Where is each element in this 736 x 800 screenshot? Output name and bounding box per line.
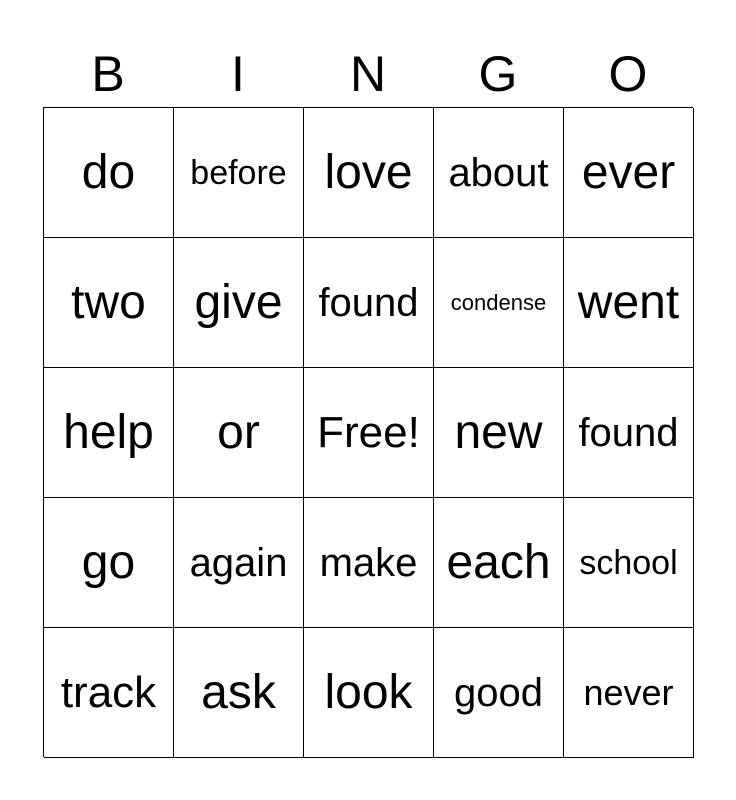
bingo-cell[interactable] — [174, 368, 304, 498]
bingo-cell[interactable] — [434, 368, 564, 498]
cell-word: or — [217, 405, 260, 459]
bingo-cell[interactable] — [44, 368, 174, 498]
bingo-cell[interactable] — [564, 368, 694, 498]
cell-word: ask — [201, 665, 276, 719]
cell-word: new — [454, 405, 543, 459]
bingo-cell[interactable] — [434, 108, 564, 238]
bingo-cell[interactable] — [174, 238, 304, 368]
cell-word: about — [448, 150, 549, 195]
cell-word: school — [579, 543, 678, 582]
cell-word: go — [81, 535, 136, 589]
header-letter-n: N — [349, 46, 387, 102]
cell-word: track — [60, 667, 157, 717]
cell-word: good — [454, 670, 543, 715]
bingo-cell[interactable] — [44, 628, 174, 758]
cell-word: never — [583, 671, 674, 713]
cell-word: ever — [581, 145, 676, 199]
bingo-cell[interactable] — [174, 108, 304, 238]
bingo-cell[interactable] — [564, 498, 694, 628]
bingo-cell[interactable] — [434, 238, 564, 368]
cell-word: found — [578, 410, 679, 455]
bingo-cell[interactable] — [174, 628, 304, 758]
bingo-cell[interactable] — [174, 498, 304, 628]
cell-word: before — [190, 153, 287, 192]
cell-word: again — [189, 540, 288, 585]
cell-word: love — [324, 145, 413, 199]
bingo-cell[interactable] — [434, 628, 564, 758]
bingo-cell[interactable] — [304, 238, 434, 368]
cell-word: help — [63, 405, 154, 459]
cell-word: look — [324, 665, 413, 719]
cell-word: do — [81, 145, 136, 199]
free-space-label: Free! — [317, 407, 420, 457]
bingo-cell[interactable] — [564, 238, 694, 368]
bingo-cell[interactable] — [44, 108, 174, 238]
header-letter-g: G — [478, 46, 518, 102]
header-letter-o: O — [608, 46, 648, 102]
bingo-cell[interactable] — [434, 498, 564, 628]
cell-word: make — [319, 540, 418, 585]
cell-word: went — [577, 275, 680, 329]
cell-word: two — [71, 275, 146, 329]
cell-word: condense — [450, 289, 547, 315]
bingo-cell[interactable] — [564, 628, 694, 758]
bingo-cell[interactable] — [304, 628, 434, 758]
bingo-cell[interactable] — [564, 108, 694, 238]
free-space-cell[interactable] — [304, 368, 434, 498]
bingo-cell[interactable] — [304, 498, 434, 628]
bingo-header — [43, 40, 693, 108]
bingo-board — [43, 107, 693, 757]
cell-word: found — [318, 280, 419, 325]
cell-word: each — [446, 535, 551, 589]
header-letter-b: B — [91, 46, 125, 102]
header-letter-i: I — [231, 46, 245, 102]
cell-word: give — [194, 275, 283, 329]
bingo-cell[interactable] — [304, 108, 434, 238]
bingo-cell[interactable] — [44, 238, 174, 368]
bingo-cell[interactable] — [44, 498, 174, 628]
